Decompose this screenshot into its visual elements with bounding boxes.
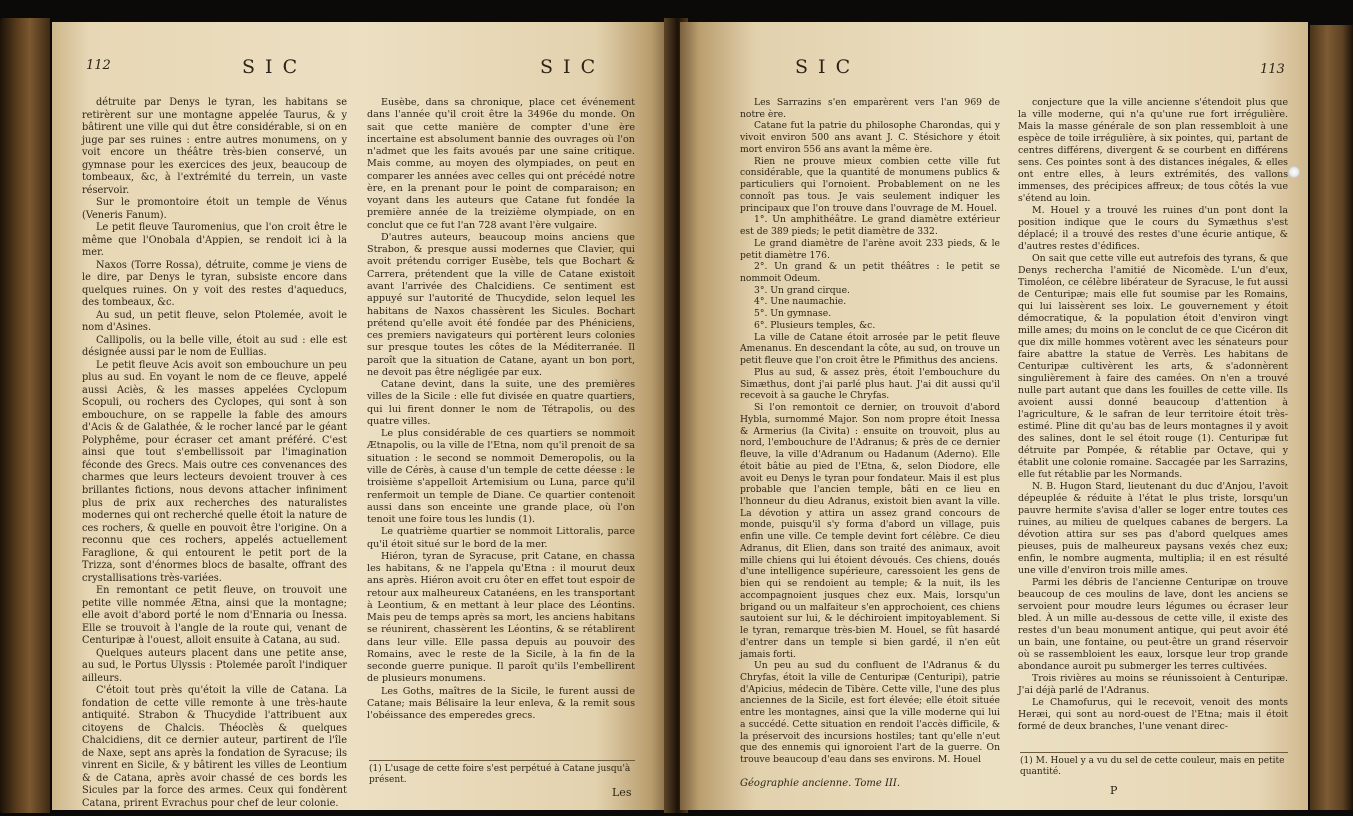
paragraph: La ville de Catane étoit arrosée par le petit fleuve Amenanus. En descendant la côte, au sud, on trouve un petit fleuve que l'on croit être le Pfimithus des anciens.: [740, 331, 1000, 367]
paragraph: 3°. Un grand cirque.: [754, 284, 850, 296]
paragraph: Quelques auteurs placent dans une petite anse, au sud, le Portus Ulyssis : Ptolemée paroît l'indiquer ailleurs.: [82, 647, 347, 684]
running-head: S I C: [242, 56, 300, 78]
paragraph: détruite par Denys le tyran, les habitans se retirèrent sur une montagne appelée Taurus, & y bâtirent une ville qui dut être considérable, si on en juge par ses ruines : entre autres monumens, on y voit encore un théâtre très-bien conservé, un gymnase pour les exercices des jeux, beaucoup de tombeaux, &c, à l'extrémité du terrein, un vaste réservoir.: [82, 97, 347, 196]
paragraph: 6°. Plusieurs temples, &c.: [754, 319, 876, 331]
paragraph: Naxos (Torre Rossa), détruite, comme je viens de le dire, par Denys le tyran, subsiste encore dans quelques ruines. On y voit des restes d'aqueducs, des tombeaux, &c.: [82, 259, 347, 309]
footnote: (1) M. Houel y a vu du sel de cette couleur, mais en petite quantité.: [1020, 752, 1288, 778]
catchword: Les: [612, 786, 632, 799]
paragraph: M. Houel y a trouvé les ruines d'un pont dont la position indique que le cours du Symæthus s'est déplacé; il a trouvé des restes d'une écurie antique, & d'autres restes d'édifices.: [1018, 205, 1288, 252]
running-head: S I C: [795, 56, 853, 78]
paragraph: Si l'on remontoit ce dernier, on trouvoit d'abord Hybla, surnommé Major. Son nom propre étoit Inessa & Armerius (la Civita) : ensuite on trouvoit, plus au nord, l'embouchure de l'Adranus; & près de ce dernier fleuve, la ville d'Adranum ou Hadanum (Aderno). Elle étoit bâtie au pied de l'Etna, &, selon Diodore, elle avoit eu Denys le tyran pour fondateur. Mais il est plus probable que l'ancien temple, bâti en ce lieu en l'honneur du dieu Adranus, existoit bien avant la ville. La dévotion y attira un assez grand concours de monde, puisqu'il s'y forma d'abord un village, puis enfin une ville. Ce temple devint fort célèbre. Ce dieu Adranus, dit Elien, dans son traité des animaux, avoit mille chiens qui lui étoient dévoués. Ces chiens, doués d'une intelligence supérieure, caressoient les gens de bien qui se rendoient au temple; & la nuit, ils les accompagnoient jusques chez eux. Mais, lorsqu'un brigand ou un malfaiteur s'en approchoient, ces chiens sautoient sur lui, & le déchiroient impitoyablement. Si le tyran, remarque très-bien M. Houel, se fût hasardé d'entrer dans un temple si bien gardé, il n'en eût jamais forti.: [740, 402, 1000, 660]
paragraph: Rien ne prouve mieux combien cette ville fut considérable, que la quantité de monumens publics & particuliers qui l'ornoient. Probablement on ne les connoît pas tous. Je vais seulement indiquer les principaux que l'on trouve dans l'ouvrage de M. Houel.: [740, 155, 1000, 214]
paragraph: D'autres auteurs, beaucoup moins anciens que Strabon, & presque aussi modernes que Clavier, qui avoit prétendu corriger Eusèbe, tels que Bochart & Carrera, prétendent que la ville de Catane existoit avant l'arrivée des Chalcidiens. Ce sentiment est appuyé sur l'autorité de Thucydide, selon lequel les habitans de Naxos chassèrent les Sicules. Bochart prétend qu'elle avoit été fondée par des Phéniciens, ces premiers navigateurs qui portèrent leurs colonies sur presque toutes les côtes de la Méditerranée. Il paroît que la situation de Catane, ayant un bon port, ne devoit pas être négligée par eux.: [367, 231, 635, 378]
paragraph: 1°. Un amphithéâtre. Le grand diamètre extérieur est de 389 pieds; le petit diamètre de 332.: [740, 214, 1000, 238]
paragraph: Les Sarrazins s'en emparèrent vers l'an 969 de notre ère.: [740, 97, 1000, 120]
text-column-1: [82, 97, 347, 810]
left-page: [52, 22, 670, 810]
paragraph: conjecture que la ville ancienne s'étendoit plus que la ville moderne, qui n'a qu'une rue fort irrégulière. Mais la masse générale de son plan ressembloit à une espèce de toile irrégulière, à six pointes, qui, partant de centres différens, divergent & se courbent en différens sens. Ces pointes sont à des distances inégales, & elles ont entre elles, à leurs extrémités, des vallons immenses, des précipices affreux; de tous côtés la vue s'étend au loin.: [1018, 97, 1288, 204]
paragraph: Un peu au sud du confluent de l'Adranus & du Chryfas, étoit la ville de Centuripæ (Centuripi), patrie d'Apicius, médecin de Tibère. Cette ville, l'une des plus anciennes de la Sicile, est fort élevée; elle étoit située entre les montagnes, ainsi que la ville moderne qui lui a succédé. Cette situation en rendoit l'accès difficile, & la préservoit des incursions hostiles; tant qu'elle n'eut que des ennemis qui ignoroient l'art de la guerre. On trouve beaucoup d'eau dans ses environs. M. Houel: [740, 660, 1000, 766]
page-hole: [1288, 166, 1300, 178]
paragraph: Le Chamofurus, qui le recevoit, venoit des monts Heræi, qui sont au nord-ouest de l'Etna; mais il étoit formé de deux branches, l'une venant direc-: [1018, 697, 1288, 732]
paragraph: N. B. Hugon Stard, lieutenant du duc d'Anjou, l'avoit dépeuplée & réduite à l'état le plus triste, lorsqu'un pauvre hermite s'avisa d'aller se loger entre toutes ces ruines, au milieu de quelques cabanes de bergers. La dévotion attira sur ses pas d'abord quelques ames pieuses, puis de malheureux paysans vexés chez eux; enfin, le nombre augmenta, multiplia; il en est résulté une ville d'environ trois mille ames.: [1018, 481, 1288, 576]
paragraph: C'étoit tout près qu'étoit la ville de Catana. La fondation de cette ville remonte à une très-haute antiquité. Strabon & Thucydide l'attribuent aux citoyens de Chalcis. Théoclès & quelques Chalcidiens, dit ce dernier auteur, partirent de l'île de Naxe, sept ans après la fondation de Syracuse; ils vinrent en Sicile, & y bâtirent les villes de Leontium & de Catana, après avoir chassé de ces bords les Sicules par la force des armes. Ceux qui fondèrent Catana, prirent Evrachus pour chef de leur colonie.: [82, 685, 347, 809]
footnote: (1) L'usage de cette foire s'est perpétué à Catane jusqu'à présent.: [369, 760, 635, 786]
page-number: 113: [1260, 62, 1285, 77]
paragraph: Au sud, un petit fleuve, selon Ptolemée, avoit le nom d'Asines.: [82, 309, 347, 334]
paragraph: Sur le promontoire étoit un temple de Vénus (Veneris Fanum).: [82, 197, 347, 221]
signature-mark: P: [1110, 784, 1118, 797]
running-head-column: S I C: [540, 56, 598, 78]
page-number: 112: [86, 58, 111, 73]
book-fore-edge-left: [0, 18, 50, 813]
paragraph: Callipolis, ou la belle ville, étoit au sud : elle est désignée aussi par le nom de Eullias.: [82, 334, 347, 359]
paragraph: Le petit fleuve Tauromenius, que l'on croit être le même que l'Onobala d'Appien, se rendoit ici à la mer.: [82, 222, 347, 259]
paragraph: 5°. Un gymnase.: [754, 308, 832, 320]
paragraph: 2°. Un grand & un petit théâtres : le petit se nommoit Odeum.: [740, 261, 1000, 285]
paragraph: Le plus considérable de ces quartiers se nommoit Ætnapolis, ou la ville de l'Etna, nom qu'il prenoit de sa situation : le second se nommoit Demeropolis, ou la ville de Cérès, à cause d'un temple de cette déesse : le troisième s'appelloit Artemisium ou Luna, parce qu'il renfermoit un temple de Diane. Ce quartier contenoit aussi dans son enceinte une grande place, où l'on tenoit une foire tous les lundis (1).: [367, 428, 635, 526]
paragraph: Parmi les débris de l'ancienne Centuripæ on trouve beaucoup de ces moulins de lave, dont les anciens se servoient pour moudre leurs légumes ou écraser leur bled. À un mille au-dessous de cette ville, il existe des restes d'un beau monument antique, qui peut avoir été un bain, une fontaine, ou peut-être un grand réservoir où se rassembloient les eaux, lorsque leur trop grande abondance auroit pu submerger les terres cultivées.: [1018, 577, 1288, 672]
paragraph: Eusèbe, dans sa chronique, place cet événement dans l'année qu'il croit être la 3496e du monde. On sait que cette manière de compter d'une ère incertaine est absolument bannie des ouvrages où l'on n'admet que les faits avoués par une saine critique. Mais comme, au moyen des olympiades, on peut en comparer les années avec celles qui ont précédé notre ère, en la prenant pour le point de comparaison; en voyant dans les auteurs que Catane fut fondée la première année de la treizième olympiade, on en conclut que ce fut l'an 728 avant l'ère vulgaire.: [367, 97, 635, 231]
paragraph: En remontant ce petit fleuve, on trouvoit une petite ville nommée Ætna, ainsi que la montagne; elle avoit d'abord porté le nom d'Ennaria ou Inessa. Elle se trouvoit à l'angle de la route qui, venant de Centuripæ à l'ouest, alloit ensuite à Catana, au sud.: [82, 585, 347, 647]
book-fore-edge-right: [1310, 25, 1353, 810]
paragraph: Les Goths, maîtres de la Sicile, le furent aussi de Catane; mais Bélisaire la leur enleva, & la remit sous l'obéissance des emperedes grecs.: [367, 685, 635, 722]
paragraph: Hiéron, tyran de Syracuse, prit Catane, en chassa les habitans, & ne l'appela qu'Etna : il mourut deux ans après. Hiéron avoit cru ôter en effet tout espoir de retour aux malheureux Catanéens, en les transportant à Leontium, & en mettant à leur place des Léontins. Mais peu de temps après sa mort, les anciens habitans se réunirent, chassèrent les Léontins, & se rétablirent dans leur ville. Elle passa depuis au pouvoir des Romains, avec le reste de la Sicile, à la fin de la seconde guerre punique. Il paroît qu'ils l'embellirent de plusieurs monumens.: [367, 550, 635, 685]
signature-line: Géographie ancienne. Tome III.: [740, 778, 901, 789]
text-column-2: [367, 97, 635, 723]
paragraph: Le petit fleuve Acis avoit son embouchure un peu plus au sud. En voyant le nom de ce fleuve, appelé aussi Aciès, & les masses appelées Cyclopum Scopuli, ou rochers des Cyclopes, qui sont à son embouchure, on se rappelle la fable des amours d'Acis & de Galathée, & le rocher lancé par le géant Polyphême, pour écraser cet amant préféré. C'est ainsi que tout s'embellissoit par l'imagination féconde des Grecs. Mais outre ces convenances des charmes que leurs lecteurs devoient trouver à ces brillantes fictions, nous devons attacher infiniment plus de prix aux recherches des naturalistes modernes qui ont recherché quelle étoit la nature de ces rochers, & quelle en pouvoit être l'origine. On a reconnu que ces rochers, appelés actuellement Faraglione, & qui entourent le petit port de la Trizza, sont d'énormes blocs de basalte, offrant des crystallisations très-variées.: [82, 359, 347, 584]
paragraph: Catane devint, dans la suite, une des premières villes de la Sicile : elle fut divisée en quatre quartiers, qui lui firent donner le nom de Tétrapolis, ou des quatre villes.: [367, 379, 635, 427]
text-column-1: [740, 97, 1000, 766]
paragraph: Plus au sud, & assez près, étoit l'embouchure du Simæthus, dont j'ai parlé plus haut. J'ai dit aussi qu'il recevoit à sa gauche le Chryfas.: [740, 366, 1000, 402]
right-page: [680, 22, 1308, 810]
paragraph: Le grand diamètre de l'arène avoit 233 pieds, & le petit diamètre 176.: [740, 237, 1000, 261]
text-column-2: [1018, 97, 1288, 733]
paragraph: Le quatrième quartier se nommoit Littoralis, parce qu'il étoit situé sur le bord de la mer.: [367, 526, 635, 550]
paragraph: Trois rivières au moins se réunissoient à Centuripæ. J'ai déjà parlé de l'Adranus.: [1018, 673, 1288, 696]
paragraph: 4°. Une naumachie.: [754, 296, 847, 308]
paragraph: Catane fut la patrie du philosophe Charondas, qui y vivoit environ 500 ans avant J. C. Stésichore y étoit mort environ 556 ans avant la même ère.: [740, 120, 1000, 155]
paragraph: On sait que cette ville eut autrefois des tyrans, & que Denys rechercha l'amitié de Nicomède. L'un d'eux, Timoléon, ce célèbre libérateur de Syracuse, le fut aussi de Centuripæ; mais elle fut soumise par les Romains, qui lui laissèrent ses loix. Le gouvernement y étoit démocratique, & la population étoit d'environ vingt mille ames; du moins on le conclut de ce que Cicéron dit que dix mille hommes votèrent avec les sénateurs pour faire abattre la statue de Verrès. Les habitans de Centuripæ cultivèrent les arts, & s'adonnèrent singulièrement à faire des camées. On n'en a trouvé nulle part autant que dans les fouilles de cette ville. Ils avoient aussi donné beaucoup d'attention à l'agriculture, & le safran de leur territoire étoit très-estimé. Pline dit qu'au bas de leurs montagnes il y avoit des salines, dont le sel étoit rouge (1). Centuripæ fut détruite par Pompée, & rétablie par Octave, qui y établit une colonie romaine. Saccagée par les Sarrazins, elle fut rétablie par les Normands.: [1018, 253, 1288, 480]
